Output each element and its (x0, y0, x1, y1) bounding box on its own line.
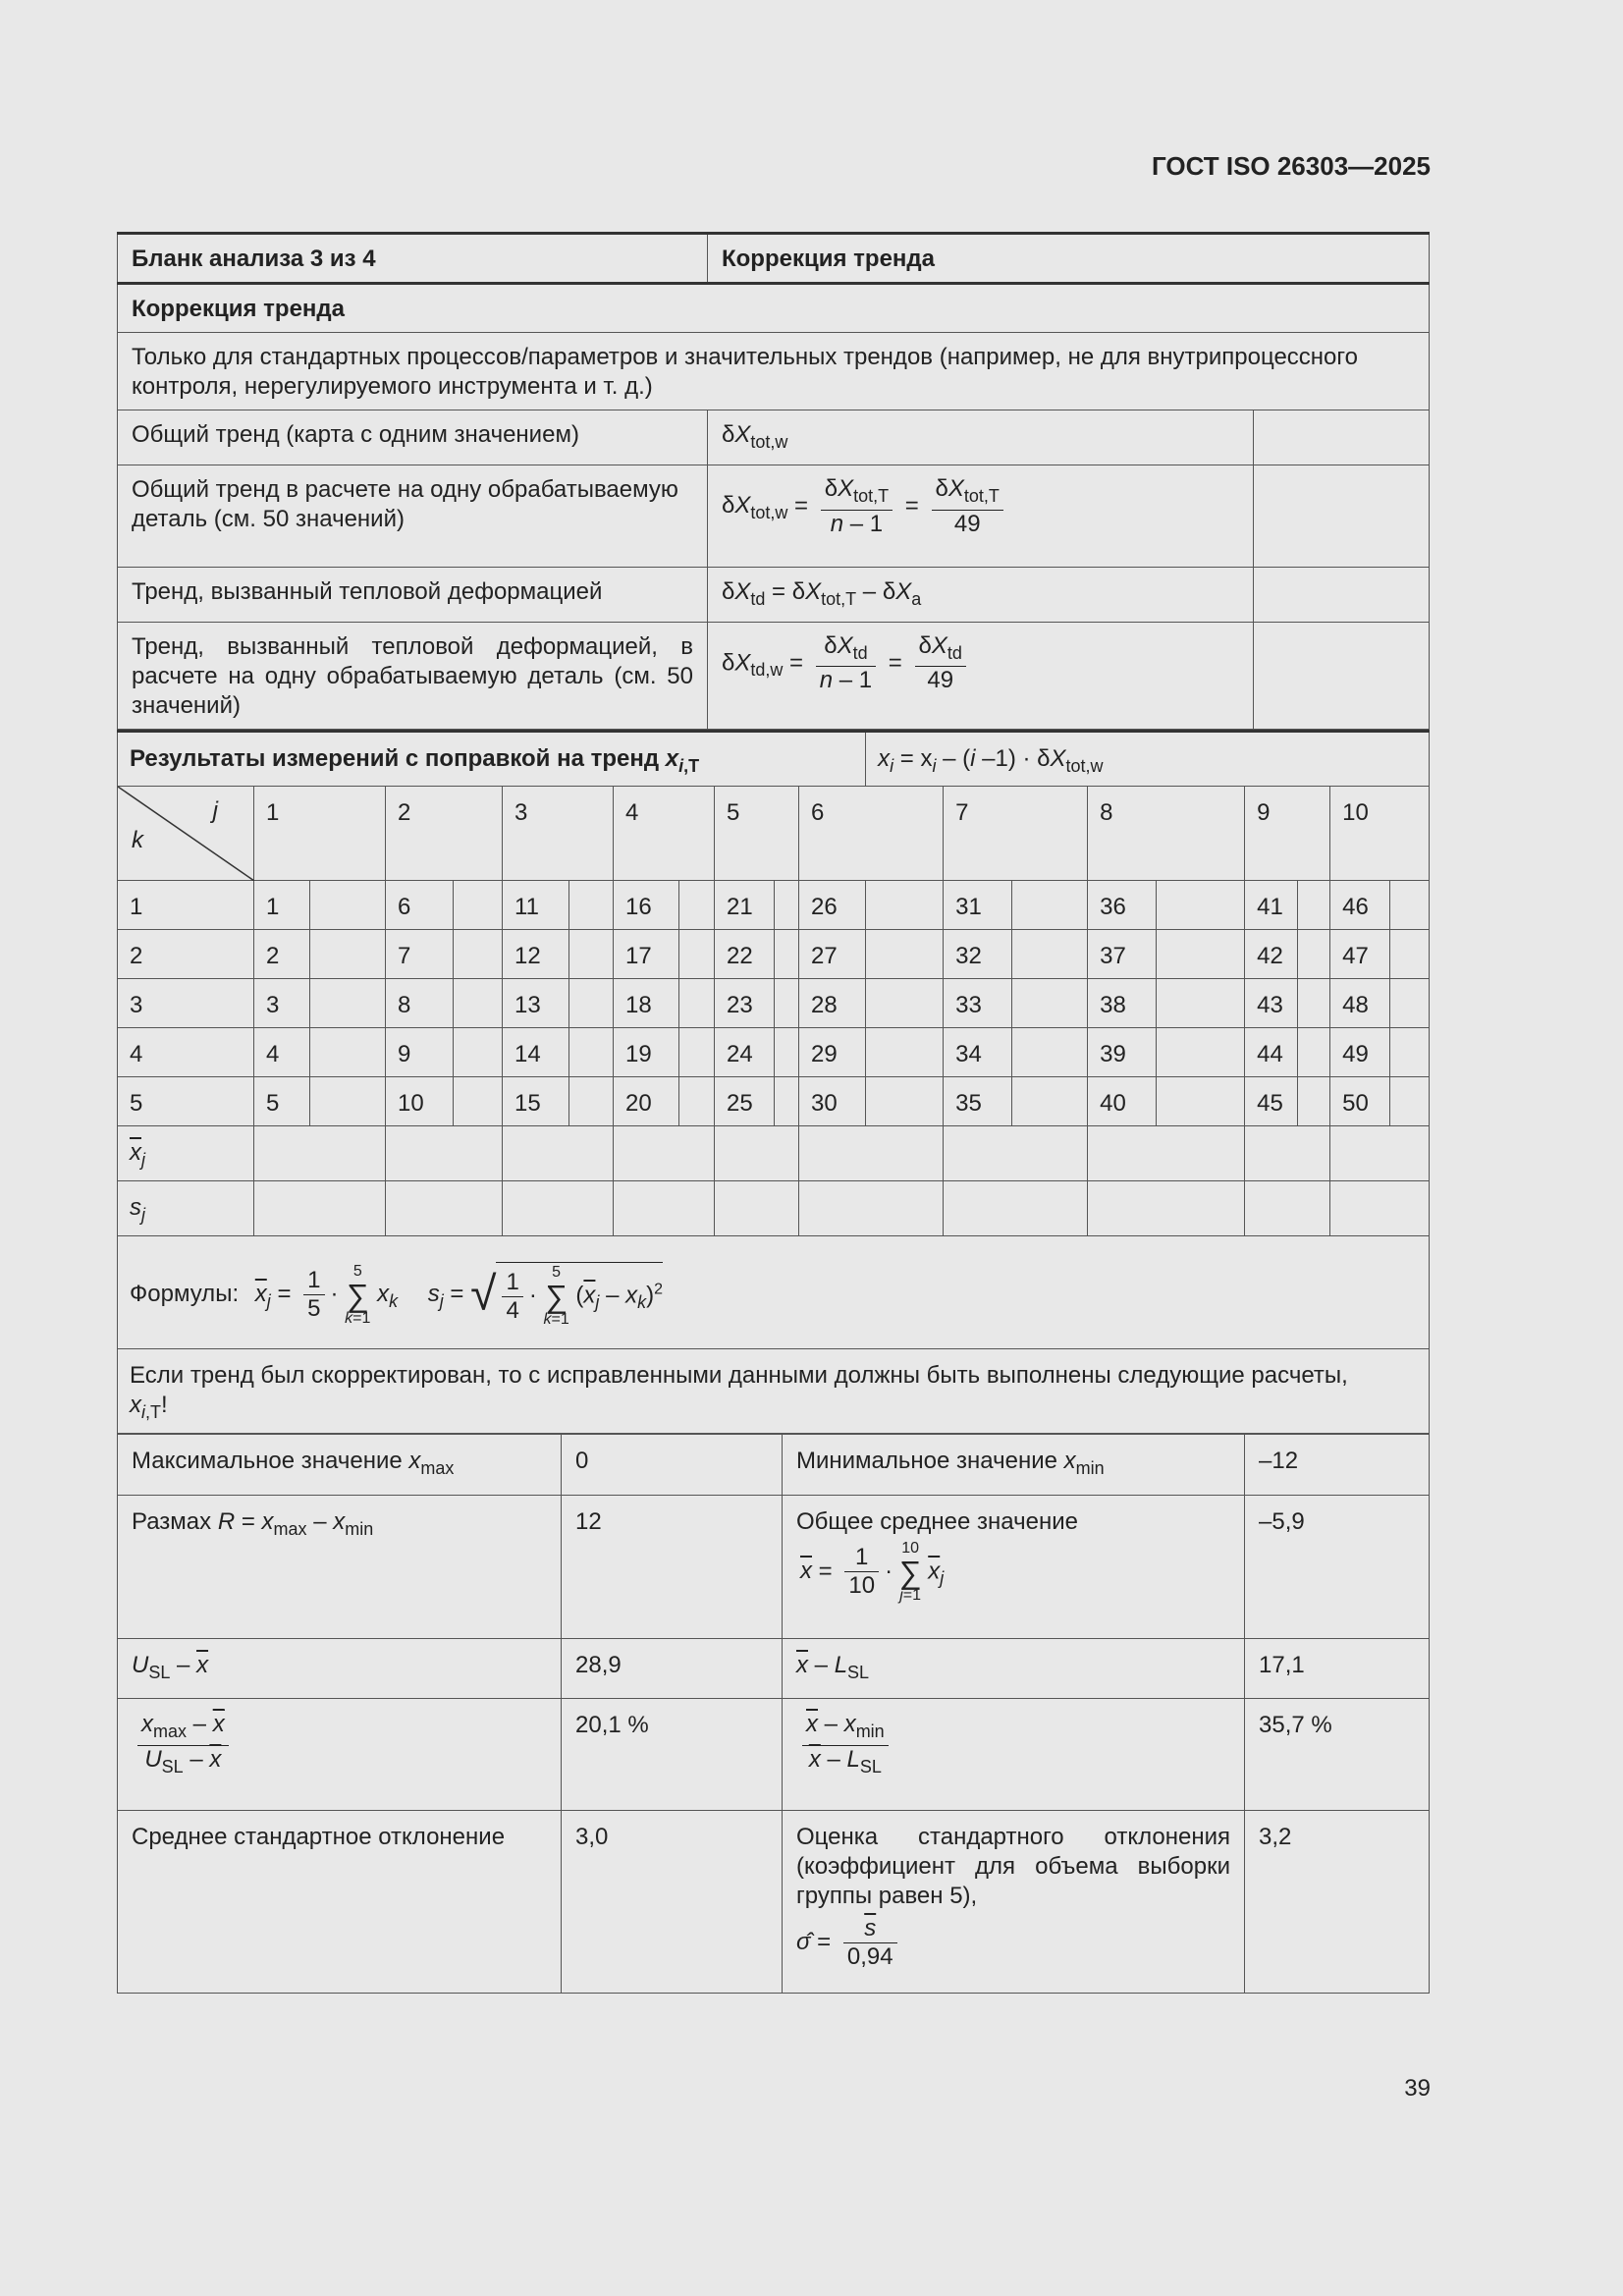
mean-formula: $\overline{x}_j$ = $\frac{1}{5}$ · 5 ∑ k=1 $x_k$ (254, 1262, 399, 1327)
range-value[interactable]: 12 (562, 1495, 783, 1638)
measurement-value-cell[interactable] (679, 1028, 715, 1077)
measurement-value-cell[interactable] (679, 979, 715, 1028)
sd-cell[interactable] (1088, 1181, 1245, 1236)
mean-cell[interactable] (1245, 1126, 1330, 1181)
min-value[interactable]: –12 (1245, 1434, 1430, 1495)
row-k-label: 3 (118, 979, 254, 1028)
formulas-cell (118, 1235, 1430, 1348)
mean-cell[interactable] (614, 1126, 715, 1181)
mean-value[interactable]: –5,9 (1245, 1495, 1430, 1638)
measurement-index: 11 (503, 881, 569, 930)
measurement-value-cell[interactable] (1012, 881, 1088, 930)
measurement-value-cell[interactable] (1298, 979, 1330, 1028)
measurement-value-cell[interactable] (1157, 930, 1245, 979)
measurement-index: 48 (1330, 979, 1390, 1028)
measurement-index: 24 (715, 1028, 775, 1077)
measurement-value-cell[interactable] (569, 1077, 614, 1126)
column-header: 10 (1330, 787, 1430, 881)
thermal-per-part-formula: $\delta X_{td,w}$ = $\delta X_{td}$ n – 1 = $\delta X_{td}$ 49 (708, 622, 1254, 729)
measurement-value-cell[interactable] (1157, 1028, 1245, 1077)
results-table (117, 730, 1430, 1434)
table-row (118, 881, 1430, 930)
total-trend-value[interactable] (1254, 410, 1430, 465)
measurement-index: 13 (503, 979, 569, 1028)
measurement-value-cell[interactable] (454, 1028, 503, 1077)
measurement-index: 29 (799, 1028, 866, 1077)
measurement-value-cell[interactable] (454, 1077, 503, 1126)
measurement-value-cell[interactable] (866, 881, 944, 930)
measurement-index: 12 (503, 930, 569, 979)
measurement-index: 32 (944, 930, 1012, 979)
measurement-index: 46 (1330, 881, 1390, 930)
measurement-index: 9 (386, 1028, 454, 1077)
j-label: j (212, 797, 218, 825)
measurement-value-cell[interactable] (679, 1077, 715, 1126)
row-k-label: 4 (118, 1028, 254, 1077)
measurement-index: 28 (799, 979, 866, 1028)
form-title-right: Коррекция тренда (708, 234, 1430, 284)
document-header: ГОСТ ISO 26303—2025 (1151, 151, 1431, 181)
sd-cell[interactable] (614, 1181, 715, 1236)
measurement-index: 26 (799, 881, 866, 930)
thermal-per-part-label: Тренд, вызванный тепловой деформацией, в расчете на одну обрабатываемую деталь (см. 50 значений) (118, 622, 708, 729)
measurement-index: 38 (1088, 979, 1157, 1028)
measurement-value-cell[interactable] (454, 979, 503, 1028)
measurement-value-cell[interactable] (569, 979, 614, 1028)
mean-cell[interactable] (799, 1126, 944, 1181)
sd-estimate-label: Оценка стандартного отклонения (коэффициент для объема выборки группы равен 5), σ̂ = $\frac{\overline{s}}{0,94}$ (783, 1811, 1245, 1994)
mean-cell[interactable] (1330, 1126, 1430, 1181)
measurement-value-cell[interactable] (1390, 979, 1430, 1028)
measurement-index: 3 (254, 979, 310, 1028)
measurement-value-cell[interactable] (866, 930, 944, 979)
measurement-index: 40 (1088, 1077, 1157, 1126)
mean-cell[interactable] (386, 1126, 503, 1181)
measurement-index: 30 (799, 1077, 866, 1126)
mean-cell[interactable] (503, 1126, 614, 1181)
measurement-value-cell[interactable] (775, 930, 799, 979)
measurement-value-cell[interactable] (310, 930, 386, 979)
total-trend-formula: $\delta X_{tot,w}$ (708, 410, 1254, 465)
per-part-trend-formula: $\delta X_{tot,w}$ = $\delta X_{tot,T}$ n – 1 = $\delta X_{tot,T}$ 49 (708, 465, 1254, 567)
sd-cell[interactable] (1330, 1181, 1430, 1236)
ratio1-value[interactable]: 20,1 % (562, 1699, 783, 1811)
column-header: 3 (503, 787, 614, 881)
measurement-index: 5 (254, 1077, 310, 1126)
sd-cell[interactable] (503, 1181, 614, 1236)
measurement-value-cell[interactable] (775, 979, 799, 1028)
page-number: 39 (1404, 2075, 1431, 2102)
measurement-value-cell[interactable] (454, 881, 503, 930)
measurement-value-cell[interactable] (679, 930, 715, 979)
table-row (118, 930, 1430, 979)
measurement-index: 1 (254, 881, 310, 930)
per-part-trend-value[interactable] (1254, 465, 1430, 567)
sd-formula: $s_j$ = √ $\frac{1}{4}$ · 5 ∑ k=1 $(\overline{x}_j - x_k)^2$ (427, 1264, 664, 1329)
mean-cell[interactable] (715, 1126, 799, 1181)
results-formula: $x_i = x_i - (i$ $-1) \cdot \delta X_{tot,w}$ (866, 731, 1430, 787)
max-value[interactable]: 0 (562, 1434, 783, 1495)
max-label: Максимальное значение $x_{max}$ (118, 1434, 562, 1495)
column-header: 7 (944, 787, 1088, 881)
column-header: 9 (1245, 787, 1330, 881)
formulas-label: Формулы: (130, 1281, 240, 1308)
min-label: Минимальное значение $x_{min}$ (783, 1434, 1245, 1495)
table-row (118, 979, 1430, 1028)
column-header: 4 (614, 787, 715, 881)
sd-value[interactable]: 3,0 (562, 1811, 783, 1994)
measurement-value-cell[interactable] (569, 930, 614, 979)
measurement-index: 4 (254, 1028, 310, 1077)
statistics-table (117, 1434, 1430, 1995)
mean-cell[interactable] (254, 1126, 386, 1181)
column-header: 8 (1088, 787, 1245, 881)
measurement-value-cell[interactable] (1298, 930, 1330, 979)
measurement-value-cell[interactable] (775, 1077, 799, 1126)
measurement-index: 7 (386, 930, 454, 979)
measurement-index: 43 (1245, 979, 1298, 1028)
measurement-value-cell[interactable] (1157, 1077, 1245, 1126)
measurement-value-cell[interactable] (775, 881, 799, 930)
measurement-value-cell[interactable] (454, 930, 503, 979)
grand-mean-formula: $\overline{x}$ = $\frac{1}{10}$ · 10 ∑ j=1 $\overline{x}_j$ (800, 1539, 945, 1604)
measurement-index: 37 (1088, 930, 1157, 979)
lsl-value[interactable]: 17,1 (1245, 1638, 1430, 1699)
measurement-value-cell[interactable] (1298, 1077, 1330, 1126)
measurement-value-cell[interactable] (1012, 1077, 1088, 1126)
table-row (118, 1077, 1430, 1126)
measurement-index: 15 (503, 1077, 569, 1126)
measurement-index: 50 (1330, 1077, 1390, 1126)
measurement-index: 45 (1245, 1077, 1298, 1126)
column-header: 6 (799, 787, 944, 881)
thermal-trend-label: Тренд, вызванный тепловой деформацией (118, 567, 708, 622)
measurement-value-cell[interactable] (866, 1077, 944, 1126)
measurement-value-cell[interactable] (1012, 930, 1088, 979)
sd-cell[interactable] (799, 1181, 944, 1236)
results-title: Результаты измерений с поправкой на тренд $x_{i,T}$ (118, 731, 866, 787)
measurement-value-cell[interactable] (1012, 1028, 1088, 1077)
measurement-index: 2 (254, 930, 310, 979)
measurement-index: 36 (1088, 881, 1157, 930)
measurement-value-cell[interactable] (310, 1077, 386, 1126)
measurement-index: 44 (1245, 1028, 1298, 1077)
measurement-index: 49 (1330, 1028, 1390, 1077)
measurement-index: 41 (1245, 881, 1298, 930)
total-trend-label: Общий тренд (карта с одним значением) (118, 410, 708, 465)
k-label: k (132, 827, 143, 854)
measurement-index: 42 (1245, 930, 1298, 979)
mean-row-label: $\overline{x}_j$ (118, 1126, 254, 1181)
measurement-index: 10 (386, 1077, 454, 1126)
measurement-index: 18 (614, 979, 679, 1028)
measurement-value-cell[interactable] (1298, 1028, 1330, 1077)
measurement-index: 20 (614, 1077, 679, 1126)
measurement-index: 6 (386, 881, 454, 930)
measurement-index: 34 (944, 1028, 1012, 1077)
sd-cell[interactable] (254, 1181, 386, 1236)
lsl-label: $\overline{x} - L_{SL}$ (783, 1638, 1245, 1699)
measurement-index: 23 (715, 979, 775, 1028)
range-label: Размах $R = x_{max} - x_{min}$ (118, 1495, 562, 1638)
measurement-index: 17 (614, 930, 679, 979)
measurement-index: 35 (944, 1077, 1012, 1126)
measurement-value-cell[interactable] (1298, 881, 1330, 930)
sd-estimate-value[interactable]: 3,2 (1245, 1811, 1430, 1994)
measurement-value-cell[interactable] (310, 979, 386, 1028)
measurement-value-cell[interactable] (775, 1028, 799, 1077)
measurement-index: 25 (715, 1077, 775, 1126)
measurement-value-cell[interactable] (1390, 1028, 1430, 1077)
form-title-left: Бланк анализа 3 из 4 (118, 234, 708, 284)
ratio1-label: $x_{max} - \overline{x}$ $U_{SL} - \overline{x}$ (118, 1699, 562, 1811)
measurement-index: 19 (614, 1028, 679, 1077)
measurement-value-cell[interactable] (1390, 930, 1430, 979)
column-header: 1 (254, 787, 386, 881)
measurement-index: 27 (799, 930, 866, 979)
measurement-index: 47 (1330, 930, 1390, 979)
ratio2-label: $\overline{x} - x_{min}$ $\overline{x} - L_{SL}$ (783, 1699, 1245, 1811)
mean-cell[interactable] (1088, 1126, 1245, 1181)
measurement-value-cell[interactable] (1390, 881, 1430, 930)
measurement-value-cell[interactable] (569, 881, 614, 930)
thermal-per-part-value[interactable] (1254, 622, 1430, 729)
measurement-index: 21 (715, 881, 775, 930)
measurement-index: 22 (715, 930, 775, 979)
measurement-value-cell[interactable] (866, 1028, 944, 1077)
row-k-label: 5 (118, 1077, 254, 1126)
thermal-trend-formula: $\delta X_{td} = \delta X_{tot,T} - \delta X_a$ (708, 567, 1254, 622)
analysis-form (117, 232, 1429, 1994)
measurement-value-cell[interactable] (1157, 881, 1245, 930)
measurement-value-cell[interactable] (310, 881, 386, 930)
mean-cell[interactable] (944, 1126, 1088, 1181)
column-header: 2 (386, 787, 503, 881)
measurement-index: 8 (386, 979, 454, 1028)
measurement-value-cell[interactable] (1390, 1077, 1430, 1126)
sd-cell[interactable] (715, 1181, 799, 1236)
measurement-value-cell[interactable] (679, 881, 715, 930)
ratio2-value[interactable]: 35,7 % (1245, 1699, 1430, 1811)
measurement-value-cell[interactable] (1012, 979, 1088, 1028)
mean-label: Общее среднее значение $\overline{x}$ = $\frac{1}{10}$ · 10 ∑ j=1 $\overline{x}_j$ (783, 1495, 1245, 1638)
trend-table (117, 232, 1430, 730)
per-part-trend-label: Общий тренд в расчете на одну обрабатываемую деталь (см. 50 значений) (118, 465, 708, 567)
table-row (118, 1028, 1430, 1077)
scope-note: Только для стандартных процессов/параметров и значительных трендов (например, не для внутрипроцессного контроля, нерегулируемого инструмента и т. д.) (118, 333, 1430, 410)
sd-label: Среднее стандартное отклонение (118, 1811, 562, 1994)
corrected-note: Если тренд был скорректирован, то с исправленными данными должны быть выполнены следующие расчеты, $x_{i,T}$! (118, 1348, 1430, 1433)
usl-value[interactable]: 28,9 (562, 1638, 783, 1699)
column-header: 5 (715, 787, 799, 881)
sigma-formula: σ̂ = $\frac{\overline{s}}{0,94}$ (796, 1915, 903, 1971)
thermal-trend-value[interactable] (1254, 567, 1430, 622)
sd-cell[interactable] (944, 1181, 1088, 1236)
measurement-value-cell[interactable] (310, 1028, 386, 1077)
measurement-index: 39 (1088, 1028, 1157, 1077)
measurement-value-cell[interactable] (866, 979, 944, 1028)
measurement-index: 31 (944, 881, 1012, 930)
section-title: Коррекция тренда (118, 284, 1430, 333)
measurement-index: 16 (614, 881, 679, 930)
usl-label: $U_{SL} - \overline{x}$ (118, 1638, 562, 1699)
measurement-index: 33 (944, 979, 1012, 1028)
row-k-label: 2 (118, 930, 254, 979)
sd-row-label: $s_j$ (118, 1181, 254, 1236)
measurement-index: 14 (503, 1028, 569, 1077)
sd-cell[interactable] (1245, 1181, 1330, 1236)
measurement-value-cell[interactable] (1157, 979, 1245, 1028)
jk-corner (118, 787, 254, 881)
row-k-label: 1 (118, 881, 254, 930)
measurement-value-cell[interactable] (569, 1028, 614, 1077)
sd-cell[interactable] (386, 1181, 503, 1236)
